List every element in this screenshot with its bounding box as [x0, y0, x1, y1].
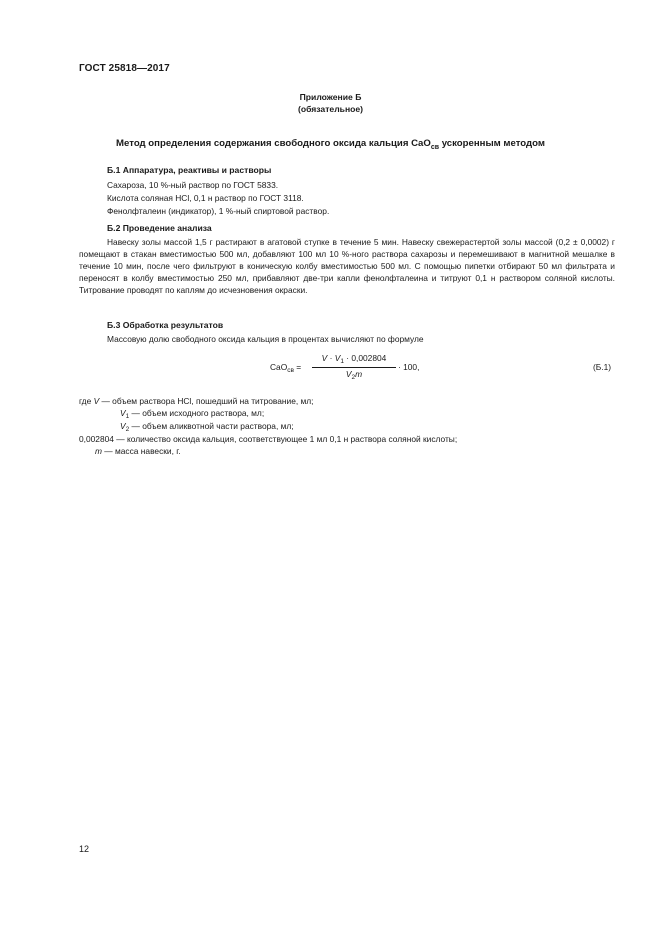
formula-var-v1: V	[334, 353, 341, 363]
formula-var-v2: V	[345, 369, 352, 380]
legend-row	[79, 434, 457, 446]
legend-list	[79, 396, 457, 458]
formula-lhs	[270, 362, 301, 375]
formula-multiplier: · 100,	[398, 362, 420, 372]
legend-subscript: 2	[125, 426, 130, 434]
method-title	[0, 137, 661, 153]
formula-intro: Массовую долю свободного оксида кальция в процентах вычисляют по формуле	[107, 334, 424, 344]
legend-symbol: V	[120, 421, 126, 432]
formula-denominator	[312, 368, 396, 382]
legend-row	[79, 446, 457, 458]
page-number: 12	[79, 844, 90, 854]
legend-text: — объем раствора HCl, пошедший на титрование, мл;	[99, 396, 314, 406]
formula-lhs-subscript: св	[287, 367, 294, 374]
legend-text: — объем исходного раствора, мл;	[129, 407, 265, 418]
legend-row	[79, 421, 457, 434]
formula-var-v1-subscript: 1	[340, 358, 344, 365]
document-code: ГОСТ 25818—2017	[79, 63, 170, 74]
appendix-title: Приложение Б	[299, 92, 362, 102]
appendix-status: (обязательное)	[297, 104, 364, 114]
formula-fraction	[312, 353, 396, 382]
legend-symbol: V	[120, 407, 126, 418]
method-title-prefix: Метод определения содержания свободного оксида кальция CaO	[116, 138, 431, 149]
reagent-item: Фенолфталеин (индикатор), 1 %-ный спиртовой раствор.	[107, 206, 330, 216]
formula-var-v2-subscript: 2	[351, 374, 356, 382]
formula-lhs-symbol: CaO	[270, 362, 288, 372]
reagent-item: Сахароза, 10 %-ный раствор по ГОСТ 5833.	[107, 180, 279, 190]
section-b3-heading: Б.3 Обработка результатов	[107, 320, 224, 330]
procedure-paragraph: Навеску золы массой 1,5 г растирают в агатовой ступке в течение 5 мин. Навеску свежерастертой золы массой (0,2 ± 0,0002) г помещают в стакан вместимостью 500 мл, добавляют 100 мл 10 %-ного раствора сахарозы и перемешивают в магнитной мешалке в течение 10 мин, после чего фильтруют в коническую колбу вместимостью 500 мл. С помощью пипетки отбирают 50 мл фильтрата и переносят в колбу вместимостью 250 мл, прибавляют две-три капли фенолфталеина и титруют 0,1 н раствором соляной кислоты. Титрование проводят по каплям до исчезновения окраски.	[79, 237, 615, 295]
legend-lead: где	[79, 396, 94, 406]
formula-numerator	[312, 353, 396, 367]
formula-dot: ·	[327, 353, 335, 363]
legend-row	[79, 396, 457, 408]
legend-text: — масса навески, г.	[101, 446, 181, 457]
legend-text: — объем аликвотной части раствора, мл;	[129, 421, 294, 432]
method-title-subscript: св	[430, 144, 440, 151]
formula-coefficient: · 0,002804	[343, 353, 387, 363]
formula-number: (Б.1)	[593, 362, 612, 372]
section-b2-heading: Б.2 Проведение анализа	[107, 223, 212, 233]
section-b1-heading: Б.1 Аппаратура, реактивы и растворы	[107, 165, 272, 175]
legend-symbol: m	[95, 446, 102, 457]
reagent-item: Кислота соляная HCl, 0,1 н раствор по ГОСТ 3118.	[107, 193, 304, 203]
legend-symbol: 0,002804	[79, 434, 114, 445]
formula-var-m: m	[355, 369, 363, 380]
method-title-suffix: ускоренным методом	[439, 138, 545, 149]
legend-symbol: V	[93, 396, 100, 406]
formula-var-v: V	[321, 353, 328, 363]
formula-equals: =	[293, 362, 302, 372]
legend-subscript: 1	[125, 412, 130, 420]
legend-text: — количество оксида кальция, соответствующее 1 мл 0,1 н раствора соляной кислоты;	[113, 434, 458, 445]
legend-row	[79, 408, 457, 421]
